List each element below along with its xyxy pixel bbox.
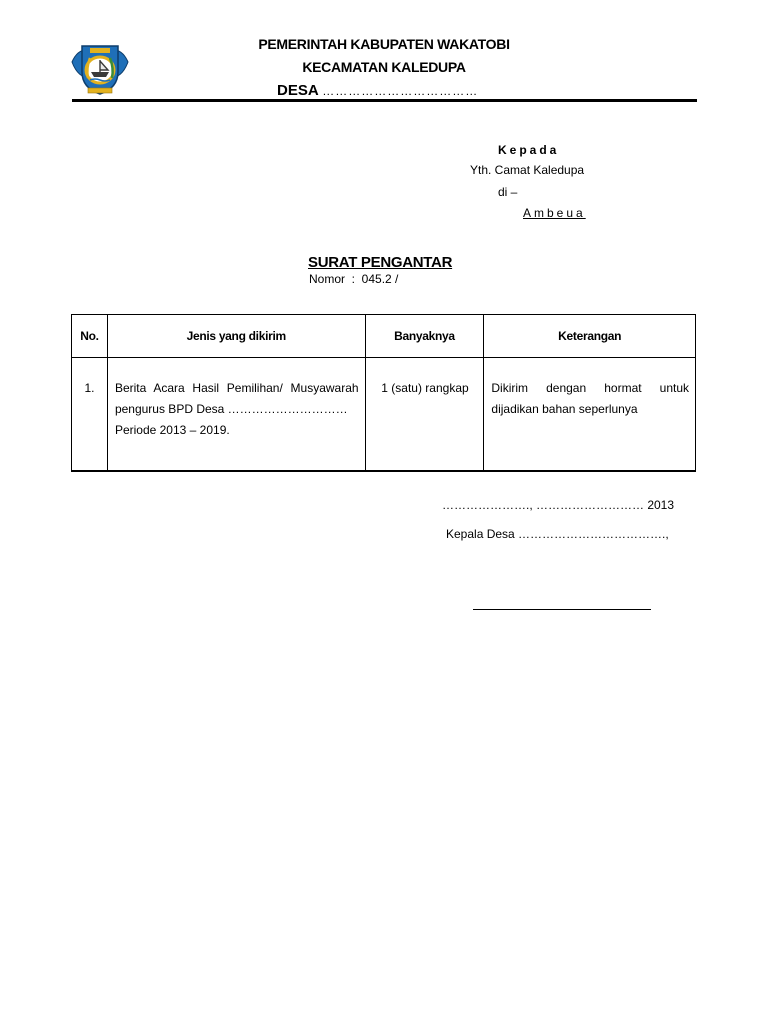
village-label: DESA bbox=[277, 82, 319, 99]
column-header-jenis: Jenis yang dikirim bbox=[107, 315, 365, 358]
header-government-line: PEMERINTAH KABUPATEN WAKATOBI bbox=[258, 36, 510, 52]
recipient-di: di – bbox=[498, 185, 518, 199]
recipient-place: Ambeua bbox=[523, 206, 586, 220]
cell-jenis bbox=[107, 358, 365, 472]
table-header-row bbox=[72, 315, 696, 358]
header-village-line bbox=[277, 82, 478, 99]
cell-keterangan-line2: dijadikan bahan seperlunya bbox=[491, 402, 638, 416]
column-header-keterangan: Keterangan bbox=[484, 315, 696, 358]
items-table bbox=[71, 314, 696, 472]
header-district-line: KECAMATAN KALEDUPA bbox=[302, 59, 466, 75]
recipient-kepada: Kepada bbox=[498, 143, 560, 157]
cell-no-text: 1. bbox=[84, 381, 95, 395]
signature-line bbox=[473, 609, 651, 610]
cell-no bbox=[72, 358, 108, 472]
cell-banyaknya bbox=[365, 358, 484, 472]
cell-jenis-line1: Berita Acara Hasil Pemilihan/ Musyawarah bbox=[114, 381, 359, 395]
village-name-placeholder: ……………………………… bbox=[322, 84, 479, 98]
signature-date: …………………., ……………………… 2013 bbox=[442, 498, 675, 512]
letter-title: SURAT PENGANTAR bbox=[308, 254, 453, 271]
header-divider bbox=[72, 99, 697, 102]
cell-jenis-line2: pengurus BPD Desa ………………………… bbox=[114, 402, 348, 416]
table-row bbox=[72, 358, 696, 472]
column-header-banyaknya: Banyaknya bbox=[365, 315, 484, 358]
cell-jenis-line3: Periode 2013 – 2019. bbox=[114, 423, 230, 437]
cell-keterangan-line1: Dikirim dengan hormat untuk bbox=[491, 381, 689, 395]
recipient-name: Yth. Camat Kaledupa bbox=[470, 163, 585, 177]
letter-number: Nomor : 045.2 / bbox=[309, 272, 399, 286]
cell-banyaknya-text: 1 (satu) rangkap bbox=[381, 381, 469, 395]
column-header-no: No. bbox=[72, 315, 108, 358]
signature-title: Kepala Desa ………………………………., bbox=[446, 527, 669, 541]
cell-keterangan bbox=[484, 358, 696, 472]
